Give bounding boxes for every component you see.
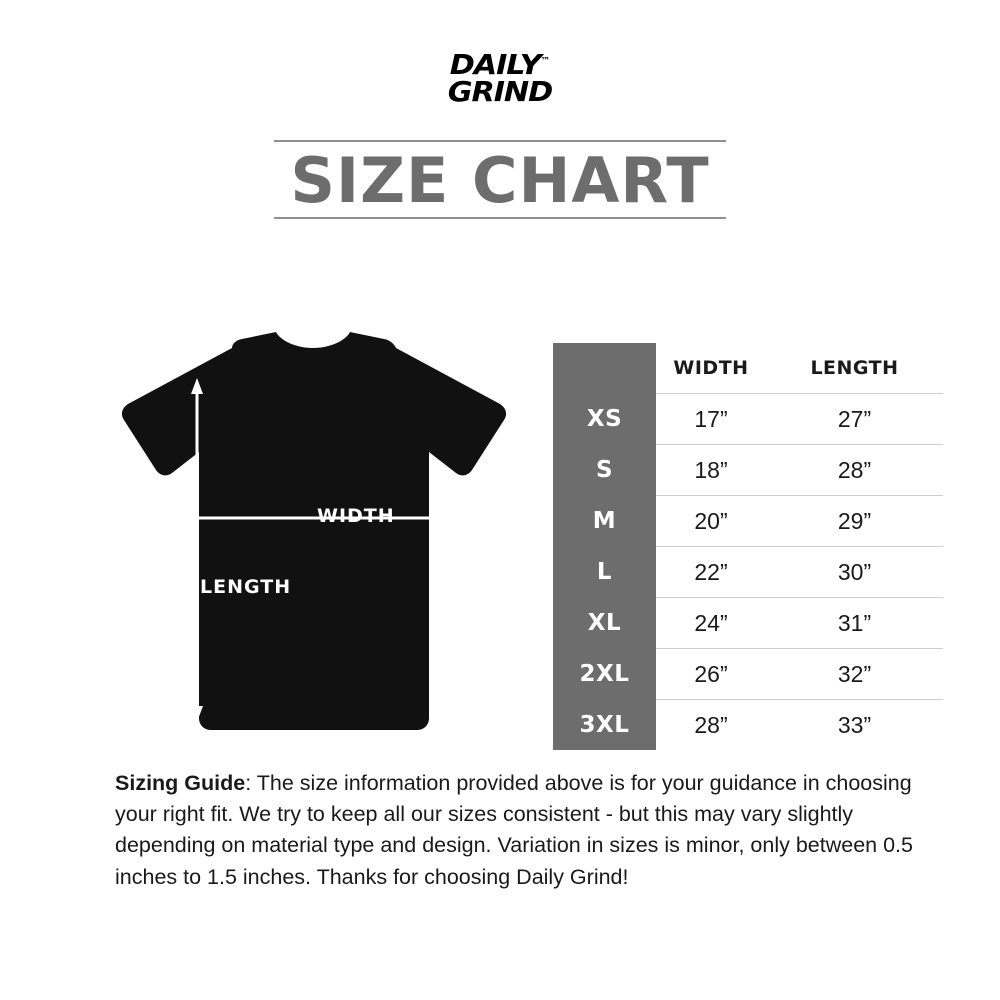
row-size-xs: XS [553,394,656,445]
size-table-wrap [553,343,943,750]
row-size-s: S [553,445,656,496]
brand-logo [0,48,1000,108]
row-length-xl: 31” [766,598,943,649]
row-length-2xl: 32” [766,649,943,700]
row-length-m: 29” [766,496,943,547]
title-rule-bottom [274,217,726,219]
table-header-size [553,343,656,394]
row-length-xs: 27” [766,394,943,445]
row-width-m: 20” [656,496,766,547]
table-header-width: WIDTH [656,343,766,394]
row-width-2xl: 26” [656,649,766,700]
page-title-block [0,140,1000,219]
brand-logo-line-2: GRIND [447,74,553,108]
row-size-l: L [553,547,656,598]
width-arrow-head-left [168,512,184,524]
table-header-length: LENGTH [766,343,943,394]
tshirt-diagram [80,330,550,760]
brand-logo-text-daily: DAILY [449,48,541,81]
sizing-guide-heading: Sizing Guide [115,771,246,795]
row-width-l: 22” [656,547,766,598]
row-width-xs: 17” [656,394,766,445]
diagram-width-label: WIDTH [317,505,395,527]
table-row [553,496,943,547]
title-rule-top [274,140,726,142]
size-table [553,343,943,750]
table-row [553,649,943,700]
table-header-row [553,343,943,394]
row-length-s: 28” [766,445,943,496]
row-width-xl: 24” [656,598,766,649]
page-title: SIZE CHART [290,144,710,217]
table-row [553,394,943,445]
row-length-3xl: 33” [837,711,872,738]
row-size-m: M [553,496,656,547]
row-size-xl: XL [553,598,656,649]
tshirt-illustration-icon [80,330,550,760]
sizing-guide-separator: : [245,771,257,795]
row-width-s: 18” [656,445,766,496]
sizing-guide [115,768,915,893]
diagram-length-label: LENGTH [200,576,292,598]
table-row [553,700,943,751]
table-row [553,547,943,598]
sizing-guide-body: The size information provided above is for your guidance in choosing your right fit. We try to keep all our sizes consistent - but this may vary slightly depending on material type and design. Variation in sizes is minor, only between 0.5 inches to 1.5 inches. Thanks for choosing Daily Grind! [115,771,913,889]
row-size-2xl: 2XL [553,649,656,700]
trademark-icon: ™ [540,56,551,67]
row-width-3xl: 28” [694,711,728,738]
row-size-3xl: 3XL [553,700,656,751]
row-length-l: 30” [766,547,943,598]
table-row [553,598,943,649]
width-arrow-head-right [442,512,458,524]
table-row [553,445,943,496]
